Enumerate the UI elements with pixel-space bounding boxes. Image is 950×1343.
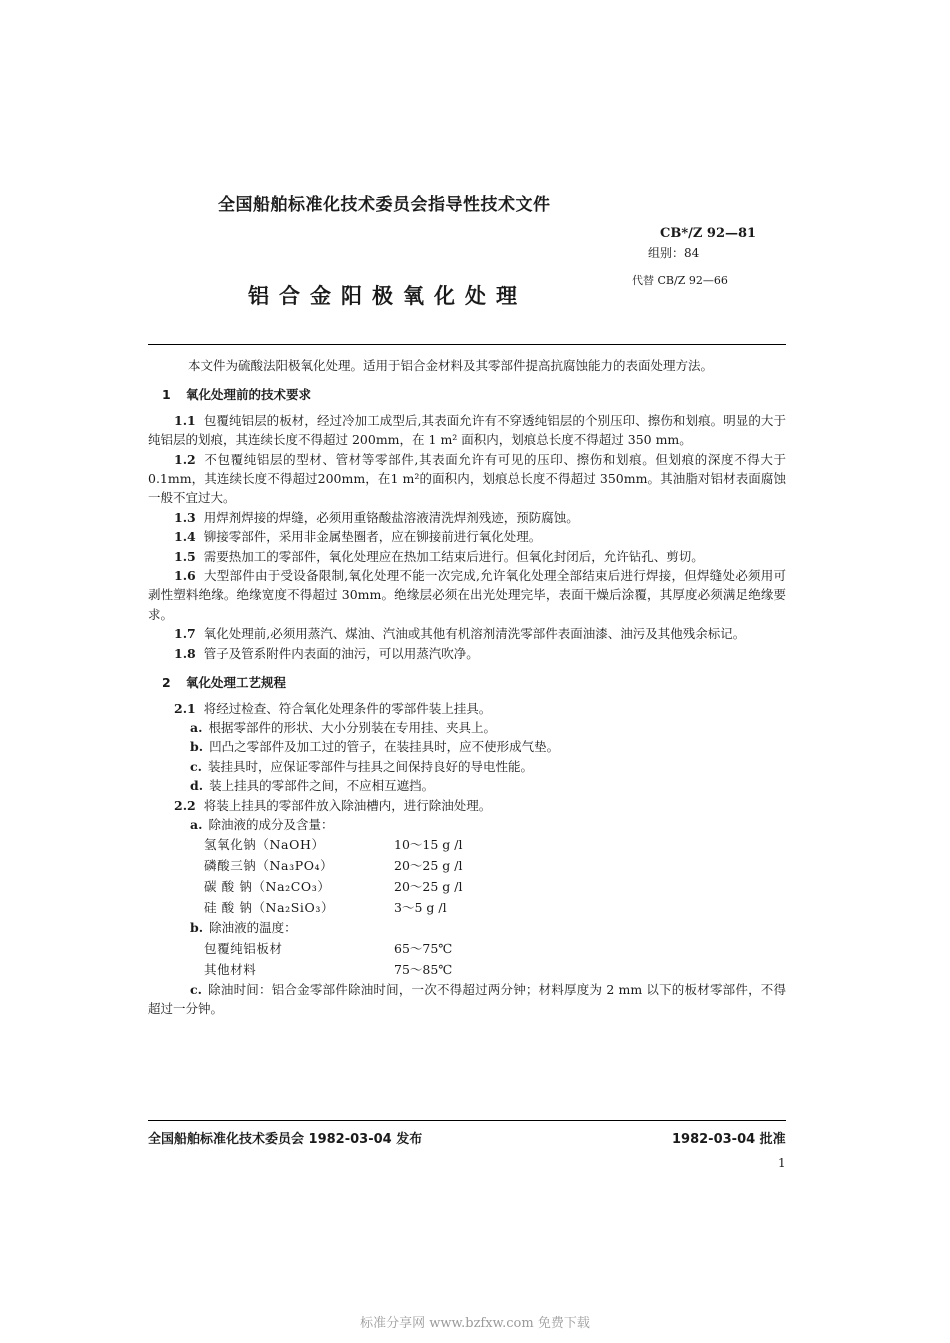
clause-number: 2.2	[174, 797, 196, 813]
group-number: 组别：84	[648, 246, 700, 260]
clause-1-8	[148, 644, 786, 663]
clause-number: 1.4	[174, 529, 196, 545]
clause-number: 1.1	[174, 412, 196, 428]
clause-text: 将经过检查、符合氧化处理条件的零部件装上挂具。	[203, 700, 492, 716]
header-divider	[148, 344, 786, 345]
clause-text: 不包覆纯铝层的型材、管材等零部件,其表面允许有可见的压印、擦伤和划痕。但划痕的深度不得大于0.1mm，其连续长度不得超过200mm，在1 m²的面积内，划痕总长度不得超过 350mm。其油脂对铝材表面腐蚀一般不宜过大。	[148, 451, 786, 506]
issuing-organization: 全国船舶标准化技术委员会指导性技术文件	[218, 195, 551, 215]
clause-2-1-d	[148, 776, 786, 795]
clause-text: 大型部件由于受设备限制,氧化处理不能一次完成,允许氧化处理全部结束后进行焊接，但焊缝处必须用可剥性塑料绝缘。绝缘宽度不得超过 30mm。绝缘层必须在出光处理完毕，表面干燥后涂覆，其厚度必须满足绝缘要求。	[148, 568, 786, 622]
clause-2-1-c	[148, 757, 786, 776]
replaces-standard: 代替 CB/Z 92—66	[632, 274, 728, 287]
item-letter: b.	[190, 739, 204, 755]
clause-2-2	[148, 796, 786, 815]
clause-text: 需要热加工的零部件，氧化处理应在热加工结束后进行。但氧化封闭后，允许钻孔、剪切。	[203, 548, 704, 564]
item-letter: a.	[190, 719, 203, 735]
clause-number: 1.2	[174, 451, 196, 467]
scope-paragraph: 本文件为硫酸法阳极氧化处理。适用于铝合金材料及其零部件提高抗腐蚀能力的表面处理方法。	[188, 358, 714, 373]
section-1-heading	[148, 385, 786, 404]
component-value: 10～15 g /l	[394, 837, 463, 853]
clause-2-2-a	[148, 815, 786, 834]
item-text: 除油液的成分及含量：	[208, 816, 334, 832]
clause-text: 将装上挂具的零部件放入除油槽内，进行除油处理。	[203, 797, 492, 813]
clause-1-6	[148, 566, 786, 624]
issue-statement: 全国船舶标准化技术委员会 1982-03-04 发布	[148, 1132, 423, 1147]
section-title: 氧化处理前的技术要求	[186, 387, 312, 403]
clause-number: 1.7	[174, 626, 196, 642]
clause-1-3	[148, 508, 786, 527]
clause-number: 1.3	[174, 509, 196, 525]
page-number: 1	[778, 1156, 786, 1170]
standard-number: CB*/Z 92—81	[660, 226, 757, 241]
item-letter: c.	[190, 758, 202, 774]
item-text: 除油时间：铝合金零部件除油时间，一次不得超过两分钟；材料厚度为 2 mm 以下的板材零部件，不得超过一分钟。	[148, 981, 786, 1017]
site-watermark: 标准分享网 www.bzfxw.com 免费下载	[360, 1316, 590, 1331]
item-letter: b.	[190, 920, 204, 936]
temperature-row	[148, 938, 786, 959]
clause-text: 用焊剂焊接的焊缝，必须用重铬酸盐溶液清洗焊剂残迹，预防腐蚀。	[203, 509, 579, 525]
clause-1-4	[148, 527, 786, 546]
clause-1-2	[148, 450, 786, 508]
clause-number: 1.8	[174, 645, 196, 661]
approval-date: 1982-03-04 批准	[672, 1132, 786, 1147]
component-name: 氢氧化钠（NaOH）	[204, 837, 325, 853]
clause-1-7	[148, 624, 786, 643]
component-name: 磷酸三钠（Na₃PO₄）	[204, 858, 334, 874]
item-text: 除油液的温度：	[209, 920, 297, 936]
clause-2-2-c	[148, 980, 786, 1019]
temperature-value: 75～85℃	[394, 961, 453, 977]
clause-number: 1.5	[174, 548, 196, 564]
composition-row	[148, 834, 786, 855]
material-name: 其他材料	[204, 961, 257, 977]
component-value: 3～5 g /l	[394, 900, 447, 916]
document-body	[148, 356, 786, 1019]
clause-1-5	[148, 547, 786, 566]
item-letter: d.	[190, 778, 204, 794]
item-letter: a.	[190, 816, 203, 832]
clause-text: 铆接零部件，采用非金属垫圈者，应在铆接前进行氧化处理。	[203, 529, 542, 545]
component-name: 硅 酸 钠（Na₂SiO₃）	[204, 900, 335, 916]
clause-2-1-a	[148, 718, 786, 737]
item-text: 根据零部件的形状、大小分别装在专用挂、夹具上。	[208, 719, 496, 735]
section-2-heading	[148, 673, 786, 692]
clause-2-2-b	[148, 918, 786, 937]
clause-1-1	[148, 411, 786, 450]
clause-text: 氧化处理前,必须用蒸汽、煤油、汽油或其他有机溶剂清洗零部件表面油漆、油污及其他残余标记。	[203, 626, 746, 642]
clause-text: 包覆纯铝层的板材，经过冷加工成型后,其表面允许有不穿透纯铝层的个别压印、擦伤和划痕。明显的大于纯铝层的划痕，其连续长度不得超过 200mm，在 1 m² 面积内，划痕总长度不得超过 350 mm。	[148, 412, 786, 448]
component-value: 20～25 g /l	[394, 879, 463, 895]
clause-2-1	[148, 699, 786, 718]
section-number: 1	[162, 387, 171, 403]
document-title: 铝合金阳极氧化处理	[248, 284, 527, 308]
clause-2-1-b	[148, 737, 786, 756]
item-text: 凹凸之零部件及加工过的管子，在装挂具时，应不使形成气垫。	[209, 739, 560, 755]
material-name: 包覆纯铝板材	[204, 940, 283, 956]
clause-number: 2.1	[174, 700, 196, 716]
section-title: 氧化处理工艺规程	[186, 675, 287, 691]
composition-row	[148, 897, 786, 918]
component-value: 20～25 g /l	[394, 858, 463, 874]
clause-text: 管子及管系附件内表面的油污，可以用蒸汽吹净。	[203, 645, 479, 661]
item-letter: c.	[190, 981, 202, 997]
temperature-value: 65～75℃	[394, 940, 453, 956]
item-text: 装挂具时，应保证零部件与挂具之间保持良好的导电性能。	[207, 758, 533, 774]
footer-divider	[148, 1120, 786, 1121]
temperature-row	[148, 959, 786, 980]
clause-number: 1.6	[174, 568, 196, 584]
item-text: 装上挂具的零部件之间，不应相互遮挡。	[209, 778, 435, 794]
component-name: 碳 酸 钠（Na₂CO₃）	[204, 879, 331, 895]
composition-row	[148, 876, 786, 897]
composition-row	[148, 855, 786, 876]
section-number: 2	[162, 675, 171, 691]
